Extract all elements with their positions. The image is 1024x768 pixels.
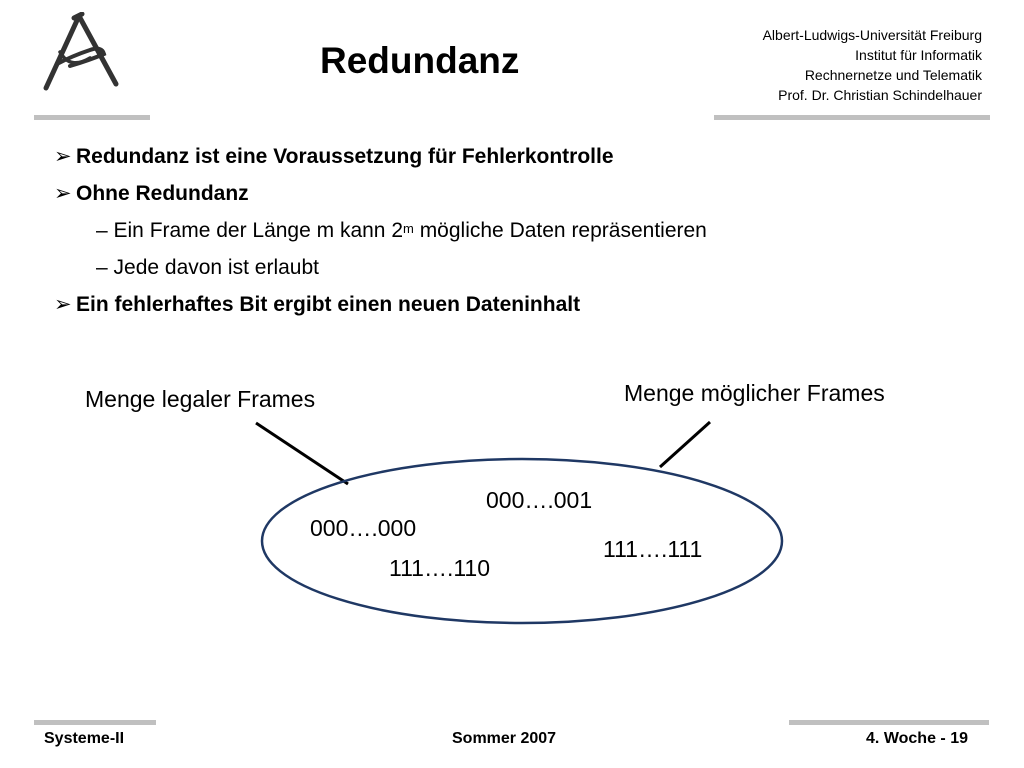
institution-line: Institut für Informatik (855, 47, 982, 63)
frame-value: 111….110 (389, 555, 491, 581)
footer-left: Systeme-II (44, 730, 125, 747)
sub-bullet-text: – Jede davon ist erlaubt (96, 256, 319, 279)
footer-divider-right (789, 720, 989, 725)
arrow-bullet-icon: ➢ (54, 145, 72, 168)
sub-bullet-text: mögliche Daten repräsentieren (413, 219, 707, 242)
bullet-text: Redundanz ist eine Voraussetzung für Fehlerkontrolle (76, 145, 614, 168)
label-possible-frames: Menge möglicher Frames (624, 380, 885, 406)
arrow-bullet-icon: ➢ (54, 182, 72, 205)
footer-divider-left (34, 720, 156, 725)
sub-bullet-text: – Ein Frame der Länge m kann 2 (96, 219, 404, 242)
bullet-text: Ohne Redundanz (76, 182, 249, 205)
frame-value: 000….001 (486, 487, 593, 513)
arrow-bullet-icon: ➢ (54, 293, 72, 316)
pointer-line-possible (660, 422, 710, 467)
bullet-text: Ein fehlerhaftes Bit ergibt einen neuen Dateninhalt (76, 293, 581, 316)
institution-line: Albert-Ludwigs-Universität Freiburg (762, 27, 982, 43)
pointer-line-legal (256, 423, 348, 484)
frame-value: 000….000 (310, 515, 417, 541)
page-title: Redundanz (320, 40, 520, 81)
footer-center: Sommer 2007 (452, 730, 557, 747)
label-legal-frames: Menge legaler Frames (85, 386, 316, 412)
footer-right: 4. Woche - 19 (866, 730, 968, 747)
institution-line: Prof. Dr. Christian Schindelhauer (778, 87, 982, 103)
institution-line: Rechnernetze und Telematik (804, 67, 982, 83)
frame-value: 111….111 (603, 536, 703, 562)
superscript: m (403, 221, 414, 236)
